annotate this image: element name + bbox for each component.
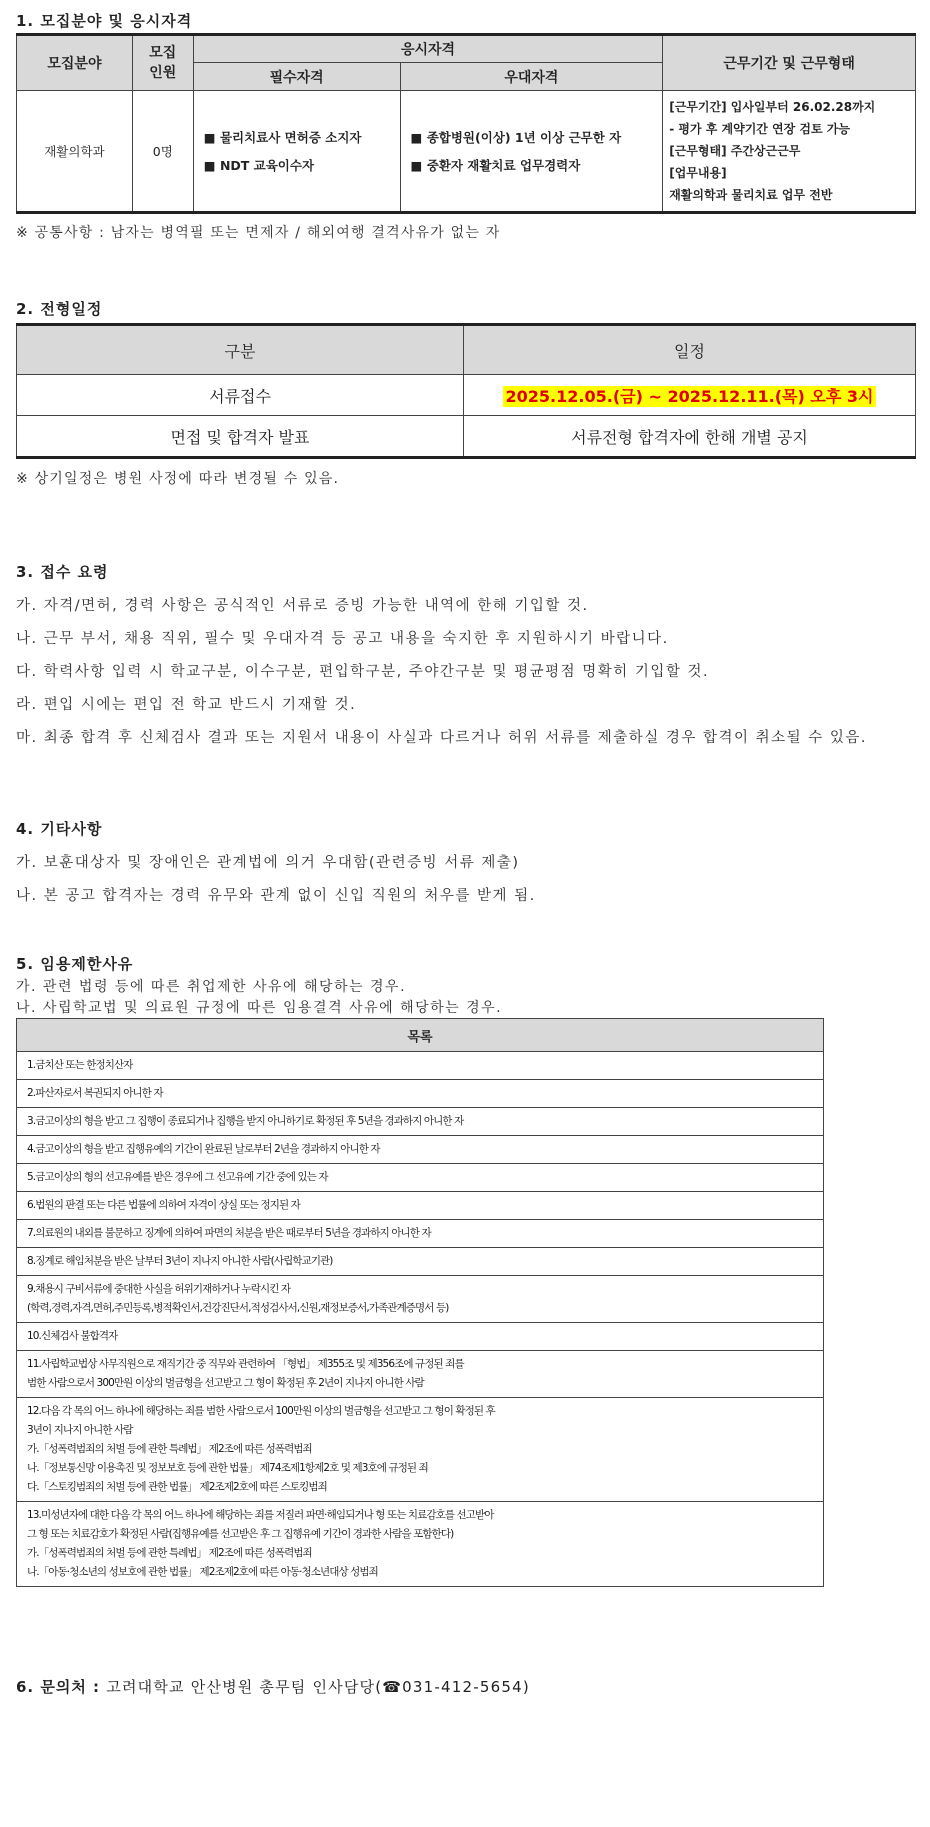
restriction-item: 12.다음 각 목의 어느 하나에 해당하는 죄를 범한 사람으로서 100만원 이상의 벌금형을 선고받고 그 형이 확정된 후 3년이 지나지 아니한 사람 가.「성폭력범죄의 처벌 등에 관한 특례법」 제2조에 따른 성폭력범죄 나.「정보통신망 이용촉진 및 정보보호 등에 관한 법률」 제74조제1항제2호 및 제3호에 규정된 죄 다.「스토킹범죄의 처벌 등에 관한 법률」 제2조제2호에 따른 스토킹범죄	[17, 1398, 824, 1502]
section6-colon: :	[86, 1678, 107, 1696]
section3-line: 다. 학력사항 입력 시 학교구분, 이수구분, 편입학구분, 주야간구분 및 평균평점 명확히 기입할 것.	[16, 664, 710, 680]
restriction-item: 7.의료원의 내외를 불문하고 징계에 의하여 파면의 처분을 받은 때로부터 5년을 경과하지 아니한 자	[17, 1220, 824, 1248]
section6-label: 6. 문의처	[16, 1678, 87, 1696]
section3-title: 3. 접수 요령	[16, 563, 109, 581]
restriction-item: 8.징계로 해임처분을 받은 날부터 3년이 지나지 아니한 사람(사립학교기관)	[17, 1248, 824, 1276]
restriction-table	[16, 1018, 824, 1587]
preferred-item: ■ 종합병원(이상) 1년 이상 근무한 자	[410, 130, 622, 145]
preferred-item: ■ 중환자 재활치료 업무경력자	[410, 158, 581, 173]
restriction-item: 13.미성년자에 대한 다음 각 목의 어느 하나에 해당하는 죄를 저질러 파면·해임되거나 형 또는 치료감호를 선고받아 그 형 또는 치료감호가 확정된 사람(집행유예를 선고받은 후 그 집행유예 기간이 경과한 사람을 포함한다) 가.「성폭력범죄의 처벌 등에 관한 특례법」 제2조에 따른 성폭력범죄 나.「아동·청소년의 성보호에 관한 법률」 제2조제2호에 따른 아동·청소년대상 성범죄	[17, 1502, 824, 1587]
header-category: 구분	[17, 325, 464, 375]
schedule-category: 면접 및 합격자 발표	[17, 416, 464, 458]
section4-line: 가. 보훈대상자 및 장애인은 관계법에 의거 우대함(관련증빙 서류 제출)	[16, 855, 520, 871]
restriction-item: 1.금치산 또는 한정치산자	[17, 1052, 824, 1080]
section1-note: ※ 공통사항 : 남자는 병역필 또는 면제자 / 해외여행 결격사유가 없는 자	[16, 225, 501, 241]
section2-title: 2. 전형일정	[16, 300, 103, 318]
required-item: ■ NDT 교육이수자	[203, 158, 315, 173]
required-item: ■ 물리치료사 면허증 소지자	[203, 130, 362, 145]
section6-title	[16, 1676, 530, 1697]
restriction-item: 10.신체검사 불합격자	[17, 1323, 824, 1351]
schedule-table	[16, 323, 916, 459]
contact-info: 고려대학교 안산병원 총무팀 인사담당(☎031-412-5654)	[106, 1678, 530, 1696]
row-count: 0명	[132, 91, 193, 213]
section3-line: 나. 근무 부서, 채용 직위, 필수 및 우대자격 등 공고 내용을 숙지한 후 지원하시기 바랍니다.	[16, 631, 669, 647]
section3-line: 가. 자격/면허, 경력 사항은 공식적인 서류로 증빙 가능한 내역에 한해 기입할 것.	[16, 598, 589, 614]
schedule-date-cell	[464, 375, 916, 416]
work-line: [업무내용]	[669, 166, 727, 180]
work-line: - 평가 후 계약기간 연장 검토 가능	[669, 122, 850, 136]
section4-line: 나. 본 공고 합격자는 경력 유무와 관계 없이 신입 직원의 처우를 받게 됨.	[16, 888, 536, 904]
restriction-item: 3.금고이상의 형을 받고 그 집행이 종료되거나 집행을 받지 아니하기로 확정된 후 5년을 경과하지 아니한 자	[17, 1108, 824, 1136]
section1-title: 1. 모집분야 및 응시자격	[16, 12, 193, 30]
section2-note: ※ 상기일정은 병원 사정에 따라 변경될 수 있음.	[16, 471, 340, 487]
section5-title: 5. 임용제한사유	[16, 955, 134, 973]
row-field: 재활의학과	[17, 91, 133, 213]
section5-line: 가. 관련 법령 등에 따른 취업제한 사유에 해당하는 경우.	[16, 979, 407, 995]
header-preferred: 우대자격	[400, 63, 663, 91]
restriction-item: 4.금고이상의 형을 받고 집행유예의 기간이 완료된 날로부터 2년을 경과하지 아니한 자	[17, 1136, 824, 1164]
schedule-date: 서류전형 합격자에 한해 개별 공지	[464, 416, 916, 458]
restriction-item: 6.법원의 판결 또는 다른 법률에 의하여 자격이 상실 또는 정지된 자	[17, 1192, 824, 1220]
highlighted-date: 2025.12.05.(금) ~ 2025.12.11.(목) 오후 3시	[503, 386, 877, 407]
section4-title: 4. 기타사항	[16, 820, 103, 838]
work-line: 재활의학과 물리치료 업무 전반	[669, 188, 833, 202]
row-required	[193, 91, 400, 213]
header-schedule: 일정	[464, 325, 916, 375]
restriction-item: 2.파산자로서 복권되지 아니한 자	[17, 1080, 824, 1108]
restriction-item: 9.채용시 구비서류에 중대한 사실을 허위기재하거나 누락시킨 자 (학력,경력,자격,면허,주민등록,병적확인서,건강진단서,적성검사서,신원,재정보증서,가족관계증명서 등)	[17, 1276, 824, 1323]
header-work: 근무기간 및 근무형태	[663, 35, 916, 91]
header-required: 필수자격	[193, 63, 400, 91]
work-line: [근무형태] 주간상근근무	[669, 144, 801, 158]
schedule-category: 서류접수	[17, 375, 464, 416]
row-preferred	[400, 91, 663, 213]
header-qualification: 응시자격	[193, 35, 662, 63]
work-line: [근무기간] 입사일부터 26.02.28까지	[669, 100, 876, 114]
row-work	[663, 91, 916, 213]
restriction-item: 11.사립학교법상 사무직원으로 재직기간 중 직무와 관련하여 「형법」 제355조 및 제356조에 규정된 죄를 범한 사람으로서 300만원 이상의 벌금형을 선고받고 그 형이 확정된 후 2년이 지나지 아니한 사람	[17, 1351, 824, 1398]
section3-line: 마. 최종 합격 후 신체검사 결과 또는 지원서 내용이 사실과 다르거나 허위 서류를 제출하실 경우 합격이 취소될 수 있음.	[16, 730, 868, 746]
restriction-item: 5.금고이상의 형의 선고유예를 받은 경우에 그 선고유예 기간 중에 있는 자	[17, 1164, 824, 1192]
restriction-header: 목록	[17, 1019, 824, 1052]
header-field: 모집분야	[17, 35, 133, 91]
section3-line: 라. 편입 시에는 편입 전 학교 반드시 기재할 것.	[16, 697, 357, 713]
section5-line: 나. 사립학교법 및 의료원 규정에 따른 임용결격 사유에 해당하는 경우.	[16, 1000, 503, 1016]
header-count: 모집 인원	[132, 35, 193, 91]
qualification-table	[16, 33, 916, 214]
